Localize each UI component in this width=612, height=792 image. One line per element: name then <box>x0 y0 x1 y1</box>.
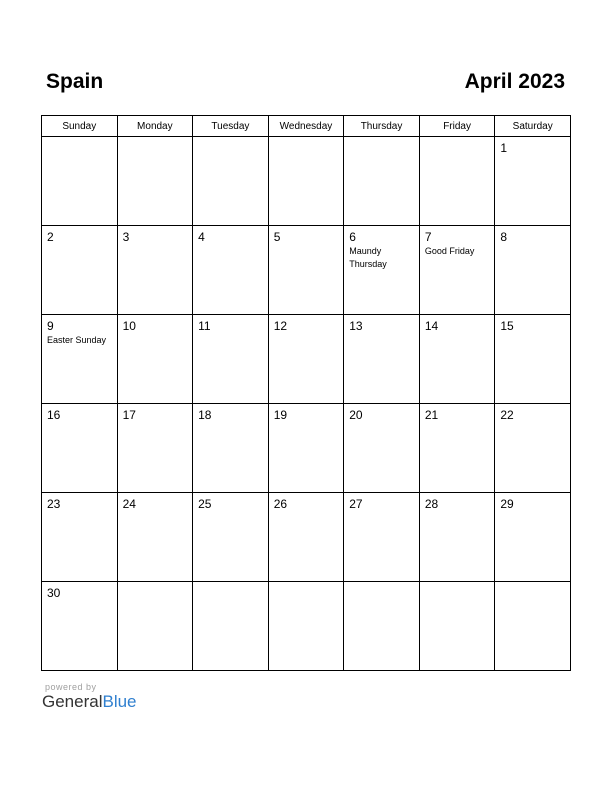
day-cell <box>495 404 571 493</box>
weekday-sunday: Sunday <box>42 116 118 137</box>
day-cell <box>419 404 495 493</box>
day-cell <box>193 582 269 671</box>
day-cell <box>419 582 495 671</box>
day-number: 6 <box>349 230 356 244</box>
day-number: 10 <box>122 319 136 333</box>
week-row <box>42 226 571 315</box>
day-number: 19 <box>273 408 288 422</box>
day-number <box>269 137 344 141</box>
weekday-monday: Monday <box>117 116 193 137</box>
weekday-saturday: Saturday <box>495 116 571 137</box>
day-number: 24 <box>122 497 136 511</box>
day-cell <box>344 493 420 582</box>
day-number <box>42 137 117 141</box>
generalblue-logo[interactable] <box>42 692 137 712</box>
day-number: 4 <box>198 230 205 244</box>
holiday-label: Maundy Thursday <box>349 246 387 269</box>
week-row <box>42 315 571 404</box>
brand-blue: Blue <box>102 692 137 711</box>
day-number: 20 <box>349 408 363 422</box>
weekday-friday: Friday <box>419 116 495 137</box>
country-title: Spain <box>46 70 104 93</box>
day-number: 16 <box>47 408 61 422</box>
day-cell <box>193 493 269 582</box>
day-number: 21 <box>424 408 439 422</box>
day-cell <box>419 493 495 582</box>
day-cell <box>268 315 344 404</box>
weekday-wednesday: Wednesday <box>268 116 344 137</box>
week-row <box>42 404 571 493</box>
weekday-header-row <box>42 116 571 137</box>
day-number: 11 <box>198 319 211 333</box>
day-cell <box>117 493 193 582</box>
day-cell <box>344 582 420 671</box>
day-cell <box>344 404 420 493</box>
day-number <box>269 582 344 586</box>
day-number: 28 <box>424 497 439 511</box>
powered-by-text: powered by <box>45 682 97 692</box>
day-cell <box>193 137 269 226</box>
day-cell <box>268 226 344 315</box>
week-row <box>42 493 571 582</box>
day-cell <box>42 404 118 493</box>
holiday-label: Good Friday <box>424 246 475 256</box>
day-cell <box>268 404 344 493</box>
day-number <box>193 137 268 141</box>
day-cell <box>117 137 193 226</box>
day-number: 3 <box>122 230 130 244</box>
month-year-title: April 2023 <box>464 70 565 93</box>
day-number: 17 <box>122 408 136 422</box>
day-number: 18 <box>198 408 212 422</box>
day-number: 29 <box>500 497 514 511</box>
day-cell <box>495 582 571 671</box>
week-row <box>42 582 571 671</box>
day-cell <box>42 137 118 226</box>
day-number <box>495 582 570 586</box>
day-number: 27 <box>349 497 363 511</box>
day-cell <box>42 582 118 671</box>
day-cell <box>117 315 193 404</box>
day-number <box>193 582 268 586</box>
day-number <box>344 582 419 586</box>
weekday-thursday: Thursday <box>344 116 420 137</box>
day-number: 13 <box>349 319 363 333</box>
day-cell <box>495 137 571 226</box>
day-cell <box>42 315 118 404</box>
day-cell <box>42 493 118 582</box>
day-number <box>420 137 495 141</box>
day-cell <box>419 315 495 404</box>
day-number: 8 <box>500 230 508 244</box>
weekday-tuesday: Tuesday <box>193 116 269 137</box>
day-cell <box>117 582 193 671</box>
day-cell <box>419 226 495 315</box>
day-cell <box>495 493 571 582</box>
day-number: 23 <box>47 497 61 511</box>
day-number: 12 <box>273 319 288 333</box>
day-cell <box>268 493 344 582</box>
day-number <box>118 582 193 586</box>
footer <box>42 682 137 712</box>
day-cell <box>193 404 269 493</box>
day-number: 2 <box>47 230 54 244</box>
week-row <box>42 137 571 226</box>
day-number: 7 <box>424 230 432 244</box>
day-number: 25 <box>198 497 212 511</box>
day-number: 5 <box>273 230 281 244</box>
day-number <box>344 137 419 141</box>
day-number: 14 <box>424 319 439 333</box>
day-cell <box>117 226 193 315</box>
day-cell <box>344 315 420 404</box>
day-cell <box>344 137 420 226</box>
day-number <box>420 582 495 586</box>
day-cell <box>495 226 571 315</box>
day-cell <box>117 404 193 493</box>
day-cell <box>193 226 269 315</box>
day-number: 15 <box>500 319 514 333</box>
day-cell <box>344 226 420 315</box>
day-cell <box>419 137 495 226</box>
day-cell <box>268 137 344 226</box>
day-number: 9 <box>47 319 54 333</box>
day-number: 30 <box>47 586 61 600</box>
day-cell <box>495 315 571 404</box>
calendar-grid <box>41 115 571 671</box>
brand-general: General <box>42 692 103 711</box>
day-number <box>118 137 193 141</box>
day-number: 22 <box>500 408 514 422</box>
day-cell <box>42 226 118 315</box>
day-cell <box>193 315 269 404</box>
calendar-header <box>46 70 565 98</box>
holiday-label: Easter Sunday <box>47 335 107 345</box>
day-cell <box>268 582 344 671</box>
day-number: 26 <box>273 497 288 511</box>
day-number: 1 <box>500 141 508 155</box>
